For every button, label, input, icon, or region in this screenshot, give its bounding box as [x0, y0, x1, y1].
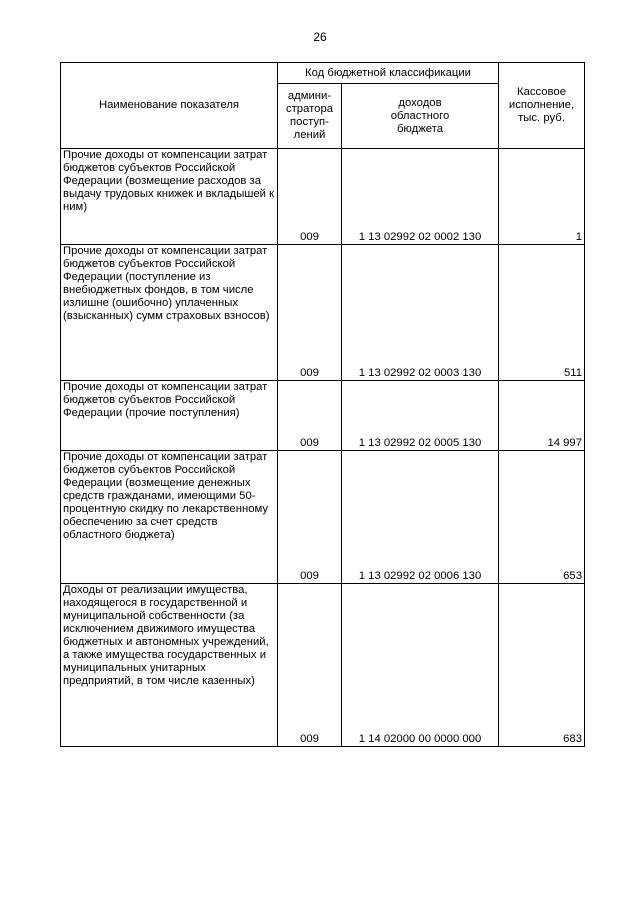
- row-code: 1 13 02992 02 0006 130: [342, 451, 499, 584]
- table-body: [61, 149, 585, 747]
- row-name: Прочие доходы от компенсации затрат бюджетов субъектов Российской Федерации (возмещение денежных средств гражданами, имеющими 50-процентную скидку по лекарственному обеспечению за счет средств областного бюджета): [61, 451, 278, 584]
- header-amount: Кассовое исполнение, тыс. руб.: [499, 63, 585, 149]
- row-admin: 009: [278, 451, 342, 584]
- header-admin: админи- стратора поступ- лений: [278, 84, 342, 149]
- row-admin: 009: [278, 584, 342, 747]
- row-amount: 1: [499, 149, 585, 245]
- table-row: [61, 149, 585, 245]
- row-name: Прочие доходы от компенсации затрат бюджетов субъектов Российской Федерации (возмещение расходов за выдачу трудовых книжек и вкладышей к ним): [61, 149, 278, 245]
- row-admin: 009: [278, 381, 342, 451]
- row-code: 1 13 02992 02 0003 130: [342, 245, 499, 381]
- header-income: доходов областного бюджета: [342, 84, 499, 149]
- row-admin: 009: [278, 149, 342, 245]
- row-amount: 14 997: [499, 381, 585, 451]
- row-name: Доходы от реализации имущества, находящегося в государственной и муниципальной собственности (за исключением движимого имущества бюджетных и автономных учреждений, а также имущества государственных и муниципальных унитарных предприятий, в том числе казенных): [61, 584, 278, 747]
- table-row: [61, 584, 585, 747]
- table-row: [61, 245, 585, 381]
- row-admin: 009: [278, 245, 342, 381]
- row-code: 1 13 02992 02 0005 130: [342, 381, 499, 451]
- row-amount: 511: [499, 245, 585, 381]
- row-code: 1 13 02992 02 0002 130: [342, 149, 499, 245]
- header-code-group: Код бюджетной классификации: [278, 63, 499, 84]
- row-name: Прочие доходы от компенсации затрат бюджетов субъектов Российской Федерации (поступление из внебюджетных фондов, в том числе излишне (ошибочно) уплаченных (взысканных) сумм страховых взносов): [61, 245, 278, 381]
- header-row-top: [61, 63, 585, 84]
- page-number: 26: [313, 30, 327, 44]
- header-name: Наименование показателя: [61, 63, 278, 149]
- row-amount: 683: [499, 584, 585, 747]
- row-amount: 653: [499, 451, 585, 584]
- table-row: [61, 381, 585, 451]
- row-code: 1 14 02000 00 0000 000: [342, 584, 499, 747]
- budget-table: [60, 62, 585, 747]
- row-name: Прочие доходы от компенсации затрат бюджетов субъектов Российской Федерации (прочие поступления): [61, 381, 278, 451]
- table-row: [61, 451, 585, 584]
